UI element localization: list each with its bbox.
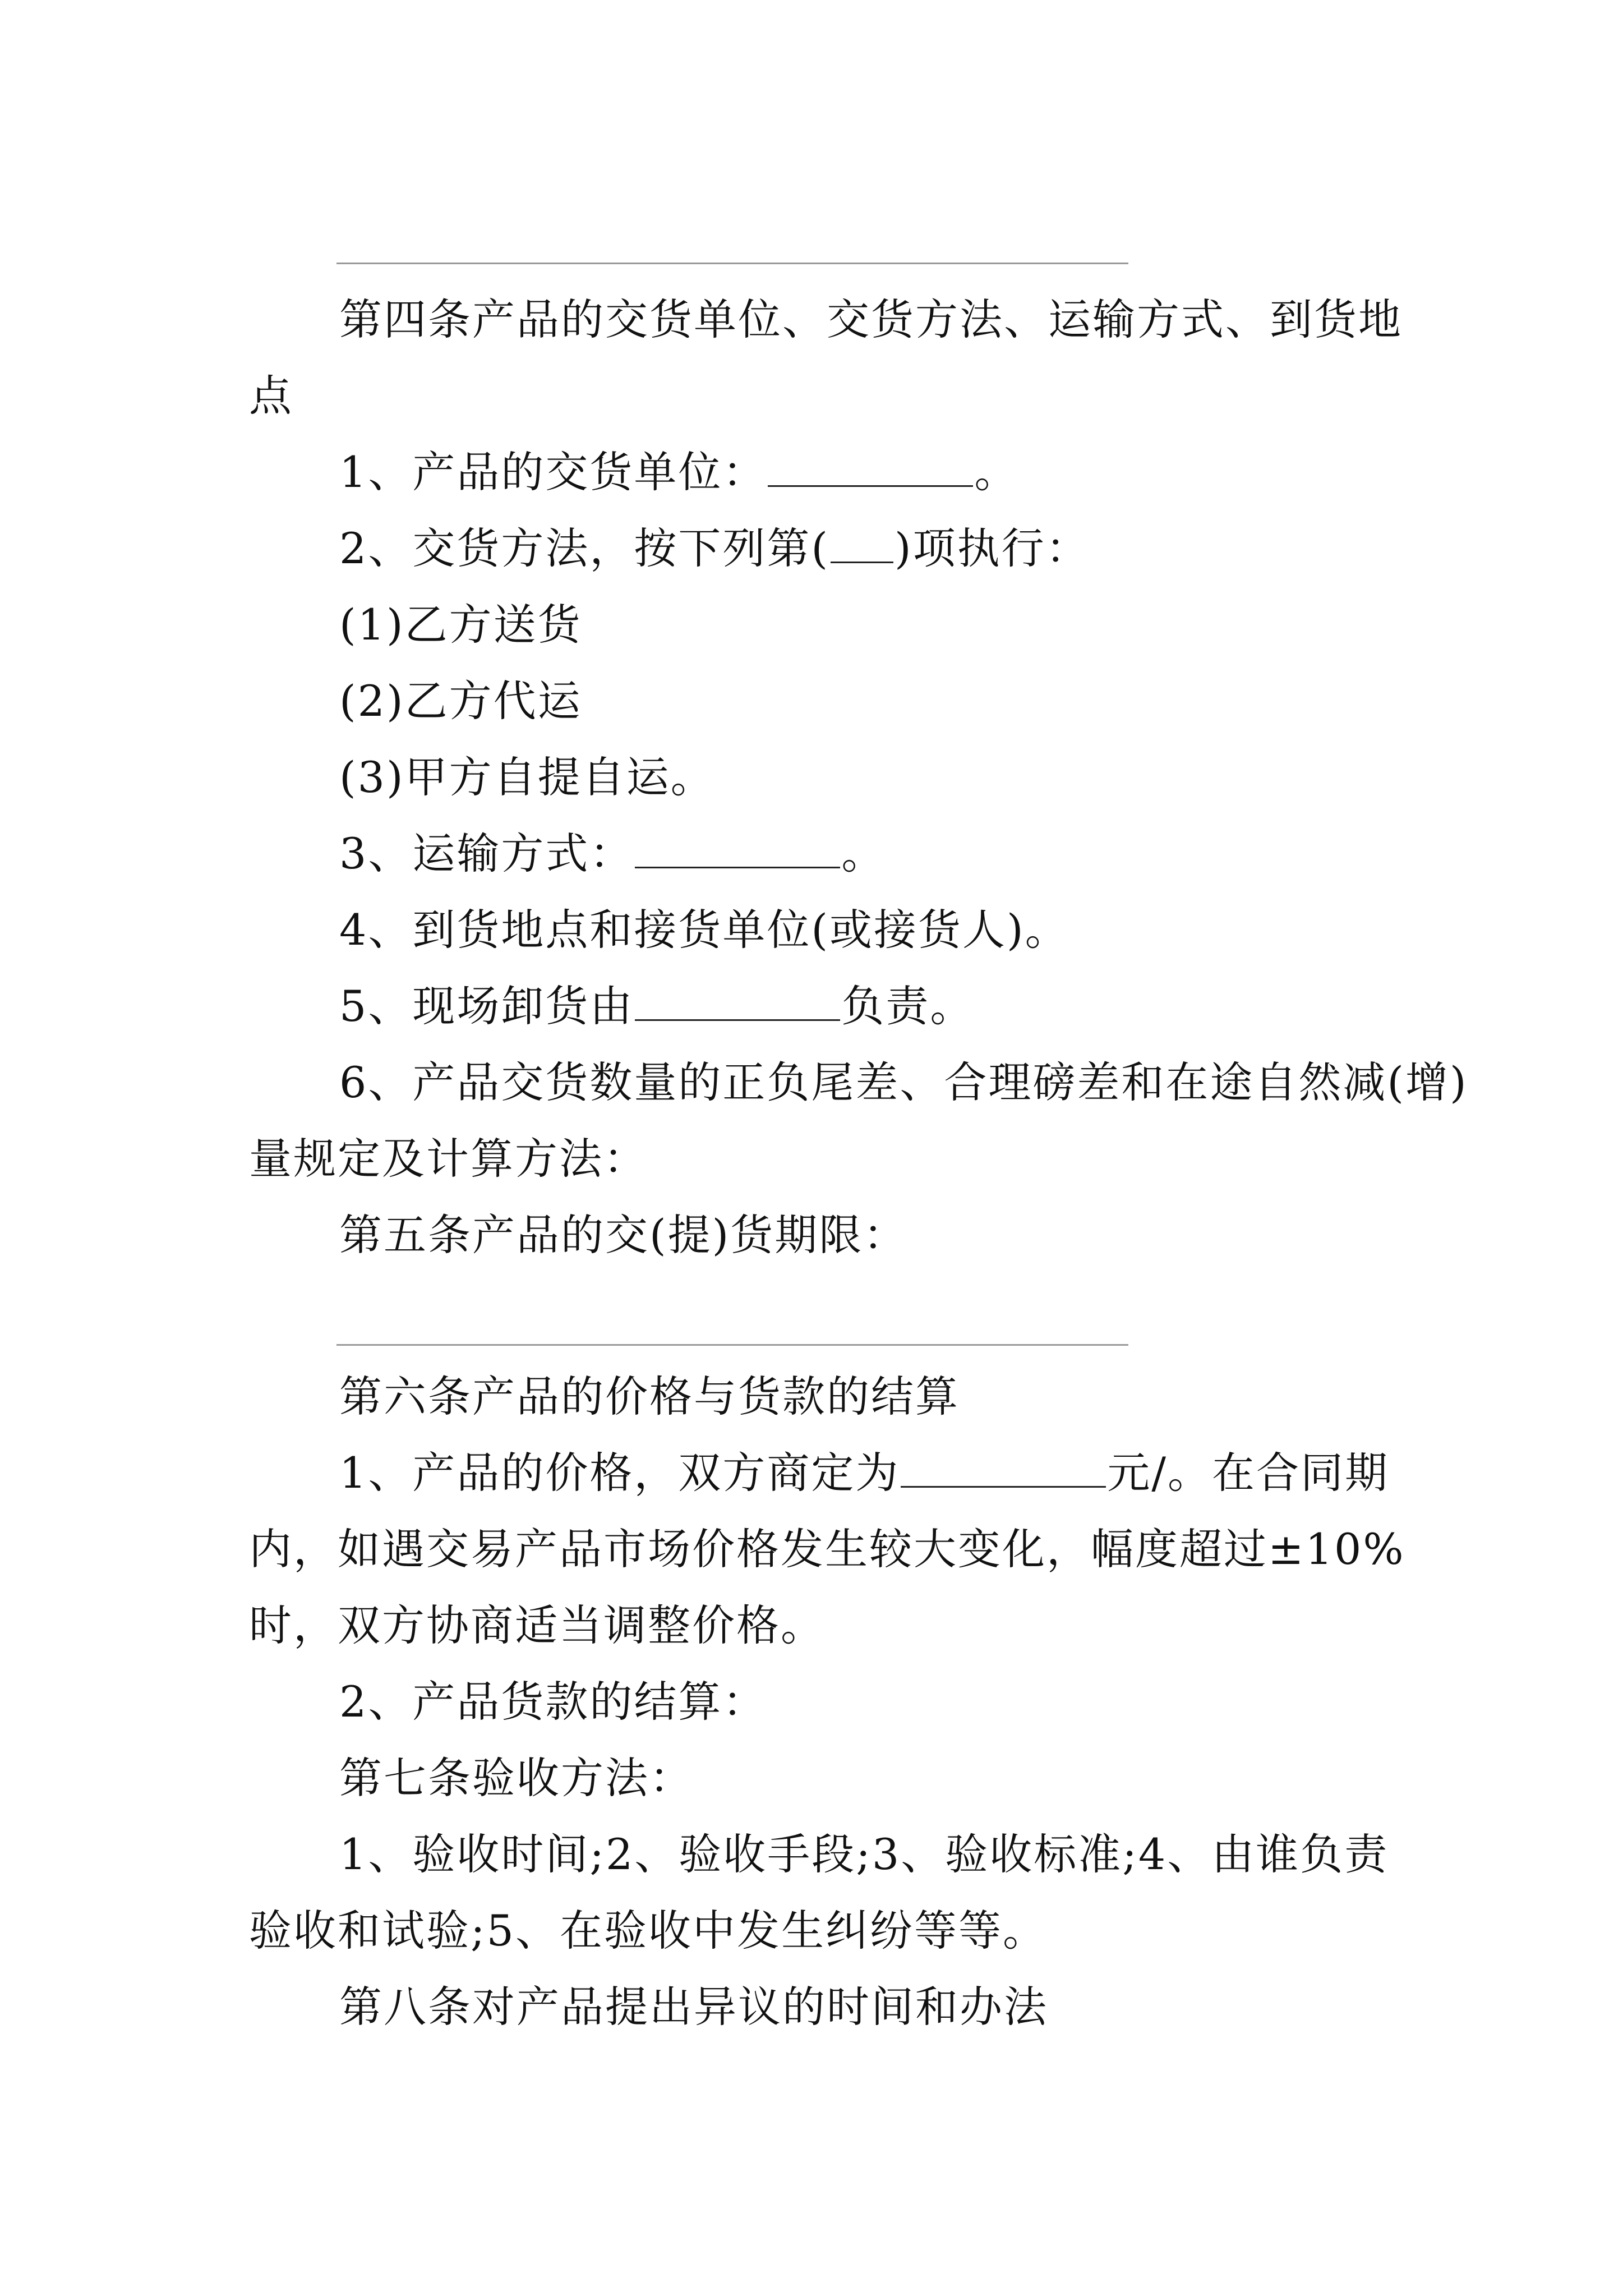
article-4-item-5 (339, 978, 974, 1034)
article-4-item-6-line-1: 6、产品交货数量的正负尾差、合理磅差和在途自然减(增) (339, 1057, 1468, 1107)
top-separator-line (336, 263, 1128, 264)
middle-separator-line (336, 1344, 1128, 1346)
article-7-title: 第七条验收方法： (339, 1753, 694, 1803)
article-4-item-1 (339, 444, 1018, 500)
article-4-item-3 (339, 826, 886, 882)
item-1-end: 。 (974, 447, 1019, 497)
price-text: 1、产品的价格，双方商定为 (339, 1448, 900, 1498)
price-blank (901, 1486, 1106, 1488)
item-2-text: 2、交货方法，按下列第( (339, 523, 830, 573)
item-3-text: 3、运输方式： (339, 829, 634, 878)
item-5-blank (635, 1019, 840, 1021)
item-3-blank (635, 867, 840, 868)
price-end: 元/。在合同期 (1107, 1448, 1389, 1498)
article-4-title-line-1: 第四条产品的交货单位、交货方法、运输方式、到货地 (339, 295, 1403, 344)
item-1-blank (768, 485, 973, 487)
article-6-title: 第六条产品的价格与货款的结算 (339, 1372, 960, 1421)
article-7-items-line-2: 验收和试验;5、在验收中发生纠纷等等。 (249, 1906, 1047, 1955)
option-1: (1)乙方送货 (339, 600, 582, 650)
option-3: (3)甲方自提自运。 (339, 752, 715, 802)
article-7-items-line-1: 1、验收时间;2、验收手段;3、验收标准;4、由谁负责 (339, 1829, 1389, 1879)
item-2-end: )项执行： (895, 523, 1090, 573)
article-6-item-2: 2、产品货款的结算： (339, 1677, 767, 1727)
article-6-item-1-line-3: 时，双方协商适当调整价格。 (249, 1600, 825, 1650)
item-1-text: 1、产品的交货单位： (339, 447, 767, 497)
option-2: (2)乙方代运 (339, 676, 582, 726)
item-2-blank (831, 562, 893, 563)
article-6-item-1-line-1 (339, 1445, 1389, 1501)
article-6-item-1-line-2: 内，如遇交易产品市场价格发生较大变化，幅度超过±10% (249, 1524, 1405, 1574)
item-3-end: 。 (841, 829, 886, 878)
article-4-item-2 (339, 521, 1090, 577)
article-5-title: 第五条产品的交(提)货期限： (339, 1210, 908, 1260)
article-4-item-6-line-2: 量规定及计算方法： (249, 1134, 648, 1184)
item-5-end: 负责。 (841, 981, 975, 1031)
article-8-title: 第八条对产品提出异议的时间和办法 (339, 1982, 1048, 2032)
article-4-item-4: 4、到货地点和接货单位(或接货人)。 (339, 905, 1069, 955)
article-4-title-line-2: 点 (249, 371, 293, 421)
item-5-text: 5、现场卸货由 (339, 981, 634, 1031)
